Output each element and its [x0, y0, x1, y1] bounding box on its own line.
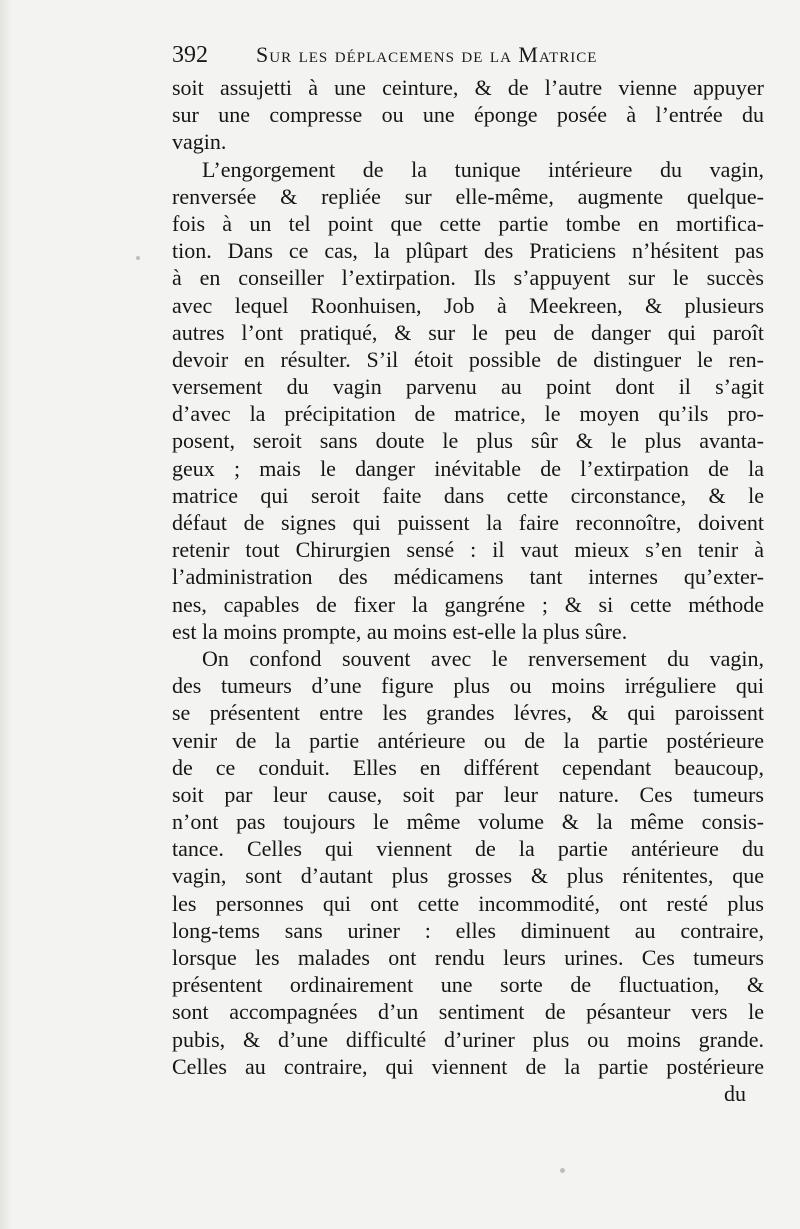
page-number: 392	[172, 42, 208, 68]
text-line: fois à un tel point que cette partie tombe en mortifica-	[172, 210, 764, 236]
text-line: nes, capables de fixer la gangréne ; & si cette méthode	[172, 591, 764, 617]
text-line: venir de la partie antérieure ou de la partie postérieure	[172, 727, 764, 753]
text-line: à en conseiller l’extirpation. Ils s’appuyent sur le succès	[172, 265, 764, 291]
text-line: est la moins prompte, au moins est-elle la plus sûre.	[172, 618, 628, 644]
text-line: Celles au contraire, qui viennent de la partie postérieure	[172, 1053, 764, 1079]
text-line: défaut de signes qui puissent la faire reconnoître, doivent	[172, 510, 764, 535]
text-line: soit assujetti à une ceinture, & de l’autre vienne appuyer	[172, 75, 764, 100]
text-line: geux ; mais le danger inévitable de l’extirpation de la	[172, 455, 764, 481]
text-line: tance. Celles qui viennent de la partie antérieure du	[172, 836, 764, 862]
text-line: l’administration des médicamens tant internes qu’exter-	[172, 564, 764, 590]
text-line: de ce conduit. Elles en différent cependant beaucoup,	[172, 754, 764, 780]
text-line: sont accompagnées d’un sentiment de pésanteur vers le	[172, 999, 764, 1025]
text-line: des tumeurs d’une figure plus ou moins irréguliere qui	[172, 673, 764, 699]
text-line: se présentent entre les grandes lévres, & qui paroissent	[172, 700, 764, 726]
text-line: n’ont pas toujours le même volume & la même consis-	[172, 809, 764, 835]
page-header	[172, 38, 764, 72]
running-title: Sur les déplacemens de la Matrice	[256, 42, 598, 67]
text-line: sur une compresse ou une éponge posée à l’entrée du	[172, 102, 764, 128]
text-line: lorsque les malades ont rendu leurs urines. Ces tumeurs	[172, 945, 764, 970]
paper-speck	[560, 1168, 565, 1173]
text-line: d’avec la précipitation de matrice, le moyen qu’ils pro-	[172, 401, 764, 427]
text-line: matrice qui seroit faite dans cette circonstance, & le	[172, 482, 764, 508]
text-line: renversée & repliée sur elle-même, augmente quelque-	[172, 183, 764, 209]
text-line: présentent ordinairement une sorte de fluctuation, &	[172, 972, 764, 998]
text-line: pubis, & d’une difficulté d’uriner plus ou moins grande.	[172, 1026, 764, 1052]
text-line: soit par leur cause, soit par leur nature. Ces tumeurs	[172, 781, 764, 807]
text-line: tion. Dans ce cas, la plûpart des Praticiens n’hésitent pas	[172, 238, 764, 264]
text-line: L’engorgement de la tunique intérieure du vagin,	[202, 156, 764, 182]
body-text	[172, 74, 764, 1080]
text-line: long-tems sans uriner : elles diminuent au contraire,	[172, 917, 764, 943]
text-line: autres l’ont pratiqué, & sur le peu de danger qui paroît	[172, 319, 764, 345]
text-line: vagin, sont d’autant plus grosses & plus rénitentes, que	[172, 863, 764, 889]
text-line: versement du vagin parvenu au point dont il s’agit	[172, 374, 764, 400]
text-line: avec lequel Roonhuisen, Job à Meekreen, & plusieurs	[172, 292, 764, 318]
catchword: du	[724, 1081, 746, 1106]
paper-speck	[136, 256, 140, 260]
text-line: les personnes qui ont cette incommodité, ont resté plus	[172, 890, 764, 916]
text-line: vagin.	[172, 129, 227, 155]
text-line: On confond souvent avec le renversement du vagin,	[202, 645, 764, 671]
text-line: retenir tout Chirurgien sensé : il vaut mieux s’en tenir à	[172, 537, 764, 563]
text-line: devoir en résulter. S’il étoit possible de distinguer le ren-	[172, 346, 764, 372]
text-line: posent, seroit sans doute le plus sûr & le plus avanta-	[172, 428, 764, 454]
